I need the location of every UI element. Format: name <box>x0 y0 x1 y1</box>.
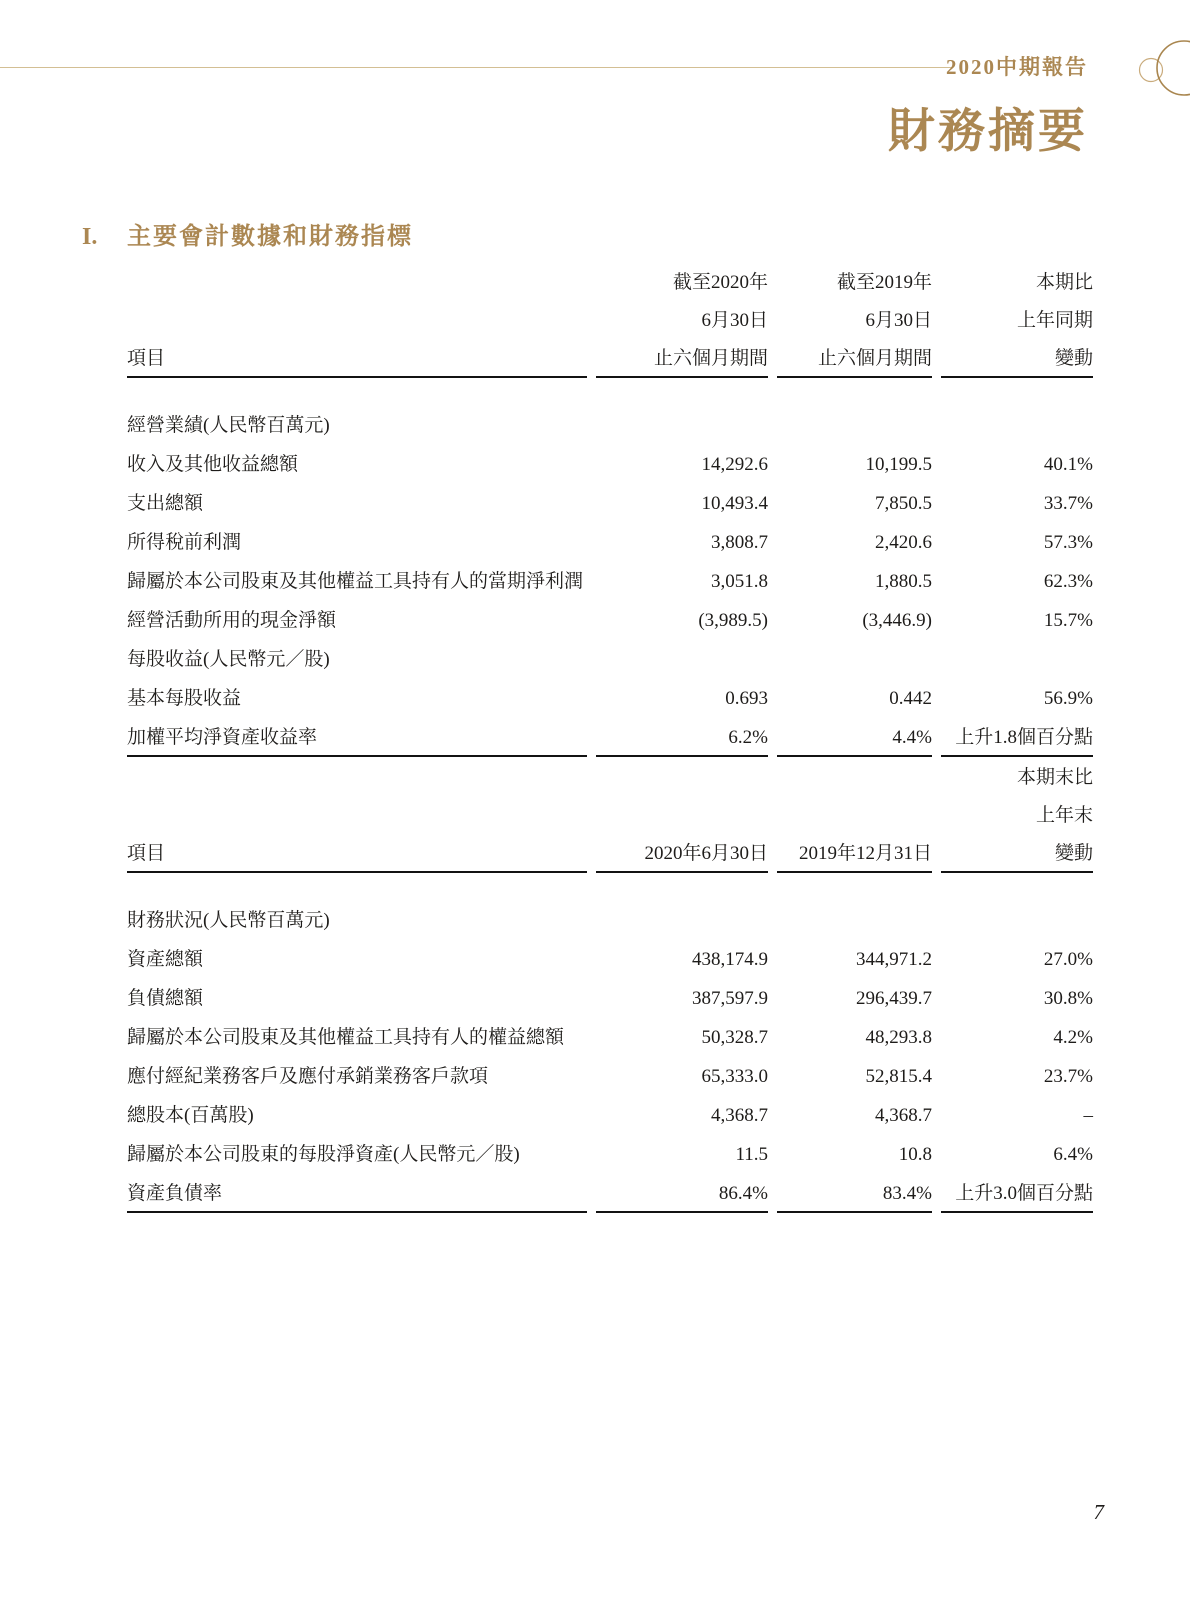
value-prior: 296,439.7 <box>856 988 932 1009</box>
table-row <box>127 1016 1093 1055</box>
table-row <box>127 938 1093 977</box>
col-header-item: 項目 <box>127 833 587 873</box>
value-change: 33.7% <box>1043 493 1093 514</box>
value-change: – <box>1083 1105 1093 1126</box>
value-change: 上升3.0個百分點 <box>941 1172 1093 1213</box>
table-row <box>127 378 1093 443</box>
row-label: 收入及其他收益總額 <box>127 454 299 475</box>
value-prior: 10.8 <box>898 1144 932 1165</box>
value-change: 40.1% <box>1043 454 1093 475</box>
row-label: 經營活動所用的現金淨額 <box>127 610 337 631</box>
table-row <box>127 443 1093 482</box>
row-label: 總股本(百萬股) <box>127 1105 254 1126</box>
value-current: 387,597.9 <box>692 988 768 1009</box>
page-number: 7 <box>1093 1500 1104 1524</box>
header-divider-line <box>0 67 952 68</box>
value-change <box>941 638 1093 677</box>
value-prior: 4.4% <box>777 716 932 757</box>
value-prior: 83.4% <box>777 1172 932 1213</box>
table-header-row: 項目 止六個月期間 止六個月期間 變動 <box>127 338 1093 378</box>
row-label: 加權平均淨資產收益率 <box>127 716 587 757</box>
report-label: 2020中期報告 <box>946 55 1088 79</box>
value-current: 86.4% <box>596 1172 768 1213</box>
value-current: 50,328.7 <box>701 1027 768 1048</box>
value-prior: 344,971.2 <box>856 949 932 970</box>
row-label: 應付經紀業務客戶及應付承銷業務客戶款項 <box>127 1066 489 1087</box>
table-row <box>127 716 1093 757</box>
value-current <box>596 378 768 443</box>
section-heading <box>82 216 413 251</box>
value-change: 57.3% <box>1043 532 1093 553</box>
row-label: 資產負債率 <box>127 1172 587 1213</box>
row-label: 歸屬於本公司股東及其他權益工具持有人的權益總額 <box>127 1027 565 1048</box>
col-header-item: 項目 <box>127 338 587 378</box>
table-header-row <box>127 757 1093 795</box>
value-current: 14,292.6 <box>701 454 768 475</box>
row-label: 每股收益(人民幣元／股) <box>127 649 330 670</box>
section-heading-text: 主要會計數據和財務指標 <box>127 224 413 250</box>
value-prior: 7,850.5 <box>875 493 932 514</box>
col-header-2019: 2019年12月31日 <box>777 833 932 873</box>
col-header-change: 本期末比 <box>1016 767 1093 788</box>
value-change <box>941 873 1093 938</box>
value-prior: 2,420.6 <box>875 532 932 553</box>
table-row <box>127 638 1093 677</box>
value-prior <box>777 638 932 677</box>
col-header-2020: 2020年6月30日 <box>596 833 768 873</box>
table-header-row: 項目 2020年6月30日 2019年12月31日 變動 <box>127 833 1093 873</box>
value-current: 0.693 <box>725 688 768 709</box>
value-prior: 0.442 <box>889 688 932 709</box>
value-change: 15.7% <box>1043 610 1093 631</box>
table-row <box>127 560 1093 599</box>
value-current: 438,174.9 <box>692 949 768 970</box>
row-label: 財務狀況(人民幣百萬元) <box>127 910 330 931</box>
financial-table-position <box>118 757 1102 1213</box>
value-change: 23.7% <box>1043 1066 1093 1087</box>
overlapping-circles-icon <box>1124 28 1190 112</box>
col-header-2019: 截至2019年 <box>836 272 932 293</box>
value-current: 11.5 <box>735 1144 768 1165</box>
value-current <box>596 873 768 938</box>
table-row <box>127 521 1093 560</box>
value-current: 65,333.0 <box>701 1066 768 1087</box>
table-row <box>127 1094 1093 1133</box>
value-prior: 10,199.5 <box>865 454 932 475</box>
col-header-2020: 截至2020年 <box>672 272 768 293</box>
value-prior: 48,293.8 <box>865 1027 932 1048</box>
value-prior: 52,815.4 <box>865 1066 932 1087</box>
value-change: 上升1.8個百分點 <box>941 716 1093 757</box>
value-prior: (3,446.9) <box>862 610 932 631</box>
value-current: 4,368.7 <box>711 1105 768 1126</box>
table-row <box>127 599 1093 638</box>
value-current: (3,989.5) <box>698 610 768 631</box>
row-label: 負債總額 <box>127 988 204 1009</box>
table-header-row: 6月30日 6月30日 上年同期 <box>701 310 1093 331</box>
row-label: 基本每股收益 <box>127 688 242 709</box>
row-label: 支出總額 <box>127 493 204 514</box>
value-prior <box>777 378 932 443</box>
table-row <box>127 1055 1093 1094</box>
table-row <box>127 977 1093 1016</box>
value-change: 27.0% <box>1043 949 1093 970</box>
row-label: 歸屬於本公司股東的每股淨資產(人民幣元／股) <box>127 1144 520 1165</box>
value-prior: 4,368.7 <box>875 1105 932 1126</box>
value-prior <box>777 873 932 938</box>
value-current: 3,808.7 <box>711 532 768 553</box>
value-change: 62.3% <box>1043 571 1093 592</box>
table-row <box>127 873 1093 938</box>
value-prior: 1,880.5 <box>875 571 932 592</box>
value-change: 30.8% <box>1043 988 1093 1009</box>
table-row <box>127 677 1093 716</box>
content-area <box>127 262 1093 1213</box>
value-change: 4.2% <box>1053 1027 1093 1048</box>
table-row <box>127 1133 1093 1172</box>
row-label: 歸屬於本公司股東及其他權益工具持有人的當期淨利潤 <box>127 571 584 592</box>
row-label: 經營業績(人民幣百萬元) <box>127 415 330 436</box>
value-change <box>941 378 1093 443</box>
value-change: 6.4% <box>1053 1144 1093 1165</box>
table-row <box>127 1172 1093 1213</box>
section-numeral: I. <box>82 224 98 250</box>
table-row <box>127 482 1093 521</box>
page-title: 財務摘要 <box>888 106 1088 158</box>
table-header-row: 上年末 <box>1035 805 1093 826</box>
financial-table-period-results <box>118 262 1102 757</box>
value-current: 10,493.4 <box>701 493 768 514</box>
value-current: 6.2% <box>596 716 768 757</box>
value-change: 56.9% <box>1043 688 1093 709</box>
col-header-change: 本期比 <box>1035 272 1093 293</box>
row-label: 資產總額 <box>127 949 204 970</box>
value-current <box>596 638 768 677</box>
row-label: 所得稅前利潤 <box>127 532 242 553</box>
value-current: 3,051.8 <box>711 571 768 592</box>
table-header-row <box>127 262 1093 300</box>
